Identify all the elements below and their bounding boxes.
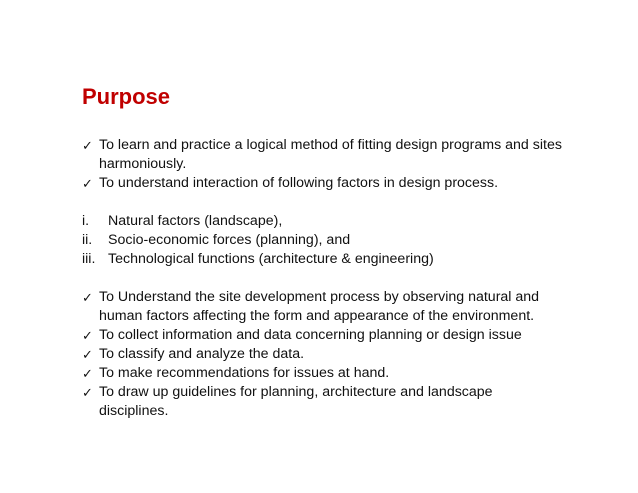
spacer — [82, 193, 562, 212]
bullet-text: To understand interaction of following factors in design process. — [99, 175, 499, 191]
check-bullet-item — [82, 326, 562, 345]
bullet-text: To learn and practice a logical method of fitting design programs and sites harmoniously. — [99, 137, 562, 172]
checkmark-icon: ✓ — [82, 138, 93, 153]
list-marker: iii. — [82, 251, 96, 267]
list-marker: ii. — [82, 232, 93, 248]
numbered-item — [82, 212, 562, 231]
check-bullet-item — [82, 364, 562, 383]
checkmark-icon: ✓ — [82, 328, 93, 343]
slide-title: Purpose — [82, 84, 171, 109]
list-marker: i. — [82, 213, 90, 229]
slide-content — [82, 136, 562, 421]
check-bullet-item — [82, 288, 562, 326]
bullet-text: To Understand the site development process by observing natural and human factors affecting the form and appearance of the environment. — [99, 289, 540, 324]
checkmark-icon: ✓ — [82, 385, 93, 400]
check-bullet-item — [82, 345, 562, 364]
numbered-text: Natural factors (landscape), — [108, 213, 283, 229]
bullet-text: To draw up guidelines for planning, architecture and landscape disciplines. — [99, 384, 493, 419]
check-bullet-item — [82, 383, 562, 421]
checkmark-icon: ✓ — [82, 366, 93, 381]
check-bullet-item — [82, 174, 562, 193]
checkmark-icon: ✓ — [82, 290, 93, 305]
numbered-item — [82, 250, 562, 269]
bullet-text: To collect information and data concerning planning or design issue — [99, 327, 522, 343]
numbered-text: Technological functions (architecture & engineering) — [108, 251, 434, 267]
checkmark-icon: ✓ — [82, 347, 93, 362]
check-bullet-item — [82, 136, 562, 174]
checkmark-icon: ✓ — [82, 176, 93, 191]
bullet-text: To make recommendations for issues at hand. — [99, 365, 390, 381]
numbered-text: Socio-economic forces (planning), and — [108, 232, 351, 248]
bullet-text: To classify and analyze the data. — [99, 346, 305, 362]
spacer — [82, 269, 562, 288]
numbered-item — [82, 231, 562, 250]
